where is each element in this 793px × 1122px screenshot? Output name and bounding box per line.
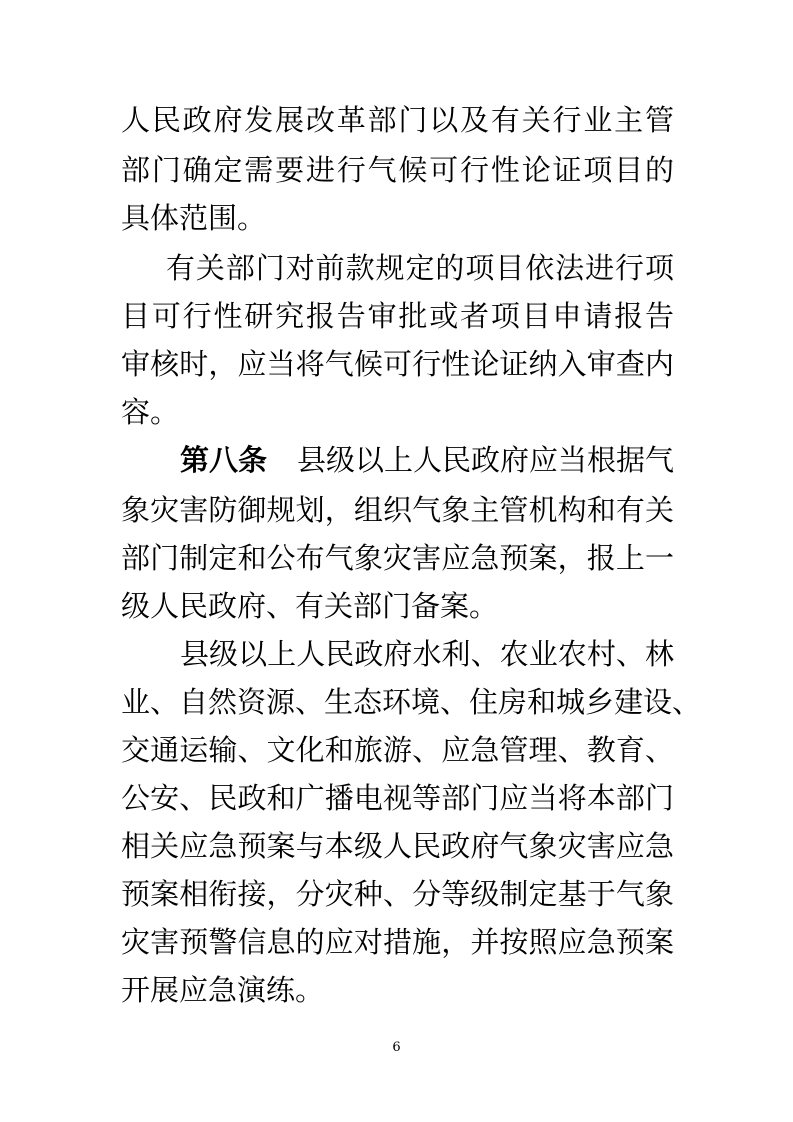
page-number: 6 xyxy=(392,1040,401,1055)
text-line: 象灾害防御规划，组织气象主管机构和有关 xyxy=(121,493,674,527)
article-8-first-line xyxy=(180,440,674,480)
text-line: 有关部门对前款规定的项目依法进行项 xyxy=(166,251,674,285)
text-line: 业、自然资源、生态环境、住房和城乡建设、 xyxy=(121,685,702,719)
text-line: 审核时，应当将气候可行性论证纳入审查内 xyxy=(121,347,674,381)
text-line: 公安、民政和广播电视等部门应当将本部门 xyxy=(121,781,674,815)
text-line: 交通运输、文化和旅游、应急管理、教育、 xyxy=(121,733,674,767)
text-line: 容。 xyxy=(121,395,180,429)
text-line: 相关应急预案与本级人民政府气象灾害应急 xyxy=(121,829,674,863)
text-line: 县级以上人民政府应当根据气 xyxy=(297,443,675,477)
text-line: 县级以上人民政府水利、农业农村、林 xyxy=(180,637,674,671)
text-line: 具体范围。 xyxy=(121,201,267,235)
text-line: 部门制定和公布气象灾害应急预案，报上一 xyxy=(121,541,674,575)
text-line: 预案相衔接，分灾种、分等级制定基于气象 xyxy=(121,877,674,911)
text-line: 级人民政府、有关部门备案。 xyxy=(121,589,499,623)
article-heading: 第八条 xyxy=(180,443,268,477)
text-line: 人民政府发展改革部门以及有关行业主管 xyxy=(121,103,674,137)
text-line: 目可行性研究报告审批或者项目申请报告 xyxy=(121,299,674,333)
text-line: 开展应急演练。 xyxy=(121,973,325,1007)
text-line: 灾害预警信息的应对措施，并按照应急预案 xyxy=(121,925,674,959)
text-line: 部门确定需要进行气候可行性论证项目的 xyxy=(121,153,674,187)
